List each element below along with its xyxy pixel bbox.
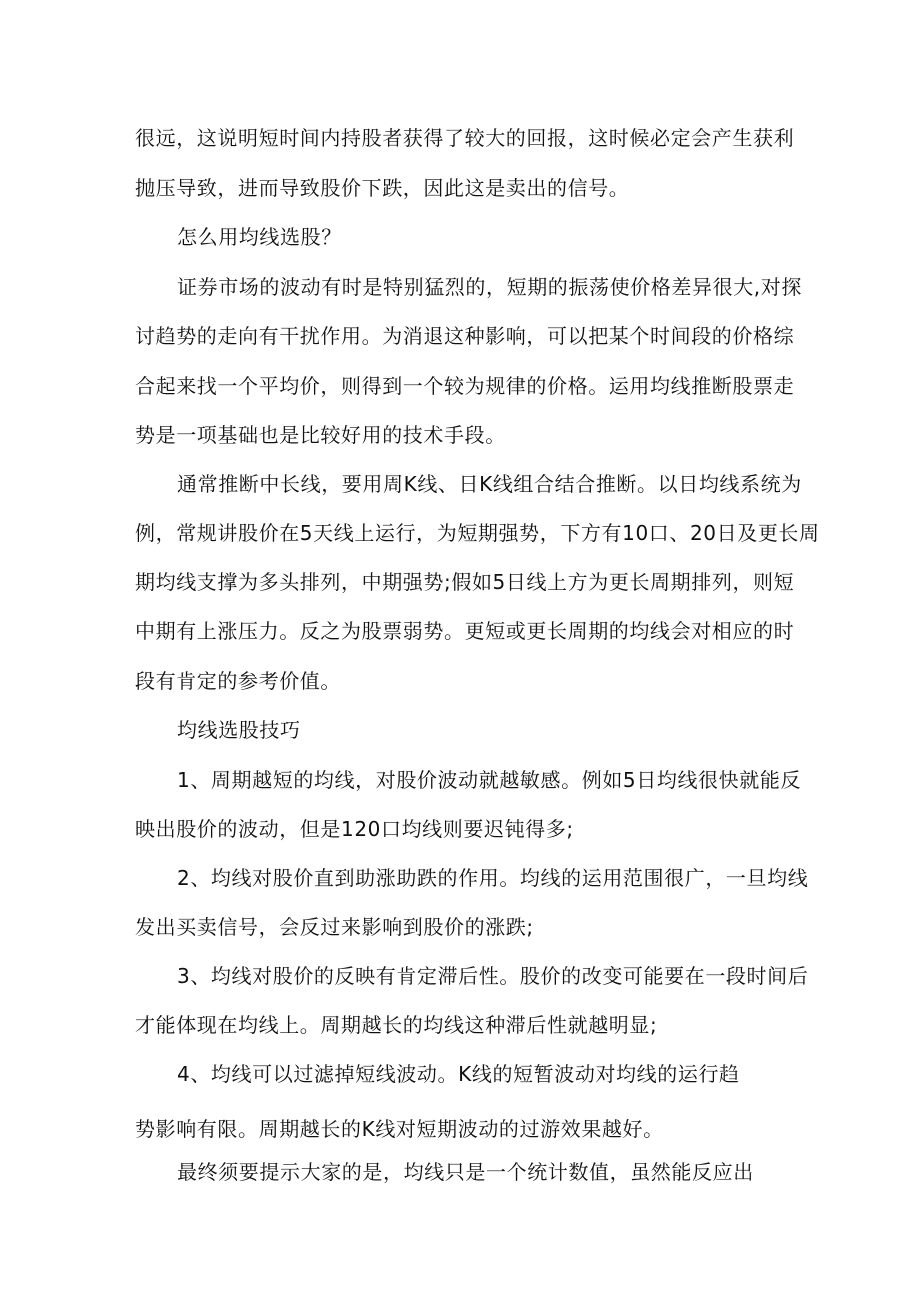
list-item-text: 才能体现在均线上。周期越长的均线这种滞后性就越明显;: [135, 1013, 658, 1037]
text-line: 例，常规讲股价在5天线上运行，为短期强势，下方有10口、20日及更长周: [135, 521, 820, 545]
section-heading: 均线选股技巧: [177, 718, 301, 742]
text-line: 最终须要提示大家的是，均线只是一个统计数值，虽然能反应出: [177, 1160, 754, 1184]
list-item-text: 映出股价的波动，但是120口均线则要迟钝得多;: [135, 817, 574, 841]
text-line: 合起来找一个平均价，则得到一个较为规律的价格。运用均线推断股票走: [135, 374, 795, 398]
text-line: 抛压导致，进而导致股价下跌，因此这是卖出的信号。: [135, 176, 630, 200]
list-item-text: 2、均线对股价直到助涨助跌的作用。均线的运用范围很广，一旦均线: [177, 866, 809, 890]
list-item-text: 势影响有限。周期越长的K线对短期波动的过游效果越好。: [135, 1117, 664, 1141]
text-line: 势是一项基础也是比较好用的技术手段。: [135, 423, 506, 447]
list-item-text: 3、均线对股价的反映有肯定滞后性。股价的改变可能要在一段时间后: [177, 964, 809, 988]
list-item-text: 1、周期越短的均线，对股价波动就越敏感。例如5日均线很快就能反: [177, 768, 802, 792]
text-line: 段有肯定的参考价值。: [135, 669, 341, 693]
text-line: 通常推断中长线，要用周K线、日K线组合结合推断。以日均线系统为: [177, 472, 802, 496]
list-item-text: 发出买卖信号，会反过来影响到股价的涨跌;: [135, 915, 534, 939]
text-line: 期均线支撑为多头排列，中期强势;假如5日线上方为更长周期排列，则短: [135, 570, 795, 594]
list-item-text: 4、均线可以过滤掉短线波动。K线的短暂波动对均线的运行趋: [177, 1062, 740, 1086]
text-line: 很远，这说明短时间内持股者获得了较大的回报，这时候必定会产生获利: [135, 126, 795, 150]
text-line: 中期有上涨压力。反之为股票弱势。更短或更长周期的均线会对相应的时: [135, 619, 795, 643]
text-line: 证券市场的波动有时是特别猛烈的，短期的振荡使价格差异很大,对探: [177, 275, 802, 299]
section-heading: 怎么用均线选股？: [177, 225, 342, 249]
text-line: 讨趋势的走向有干扰作用。为消退这种影响，可以把某个时间段的价格综: [135, 324, 795, 348]
